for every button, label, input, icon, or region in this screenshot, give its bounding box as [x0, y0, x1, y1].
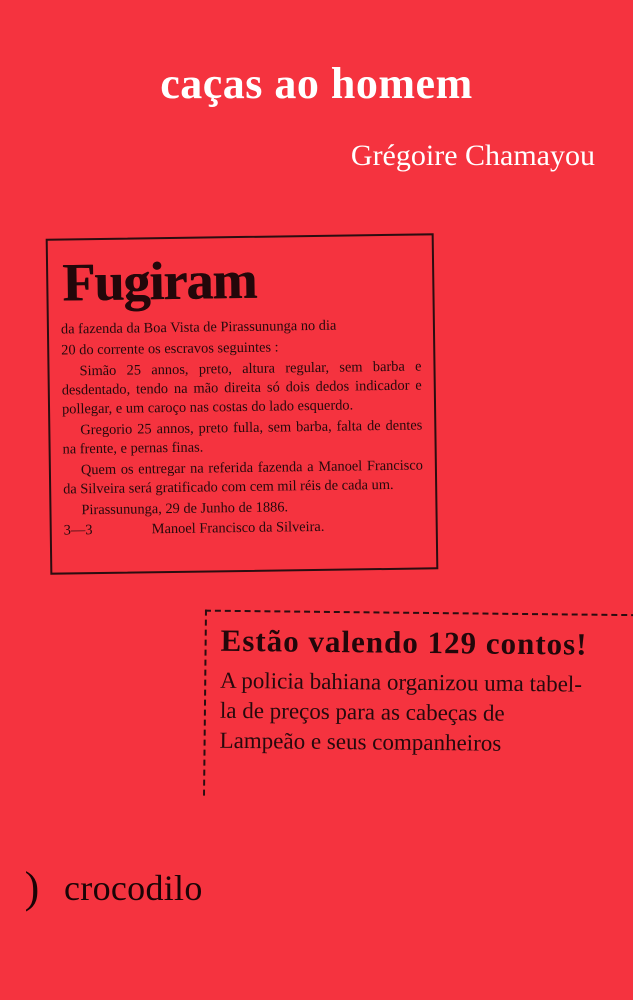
- clipping-signature: [64, 518, 424, 540]
- clipping-line: Lampeão e seus companheiros: [219, 727, 502, 756]
- clipping-line: Quem os entregar na referida fazenda a Manoel Francisco da Silveira será gratificado com cem mil réis de cada um.: [63, 457, 423, 498]
- crocodile-bracket-icon: ): [24, 863, 40, 912]
- clipping-headline: Fugiram: [61, 249, 257, 313]
- clipping-body: [219, 666, 633, 760]
- clipping-body: [61, 316, 424, 521]
- clipping-fade-overlay: [205, 770, 633, 801]
- newspaper-clipping-fugiram: [46, 233, 439, 574]
- book-title: caças ao homem: [160, 59, 473, 108]
- clipping-signature-name: Manoel Francisco da Silveira.: [151, 519, 325, 538]
- clipping-line: la de preços para as cabeças de: [219, 697, 505, 726]
- publisher-imprint: [0, 858, 633, 918]
- book-author: Grégoire Chamayou: [350, 139, 595, 172]
- clipping-line: Pirassununga, 29 de Junho de 1886.: [81, 499, 289, 519]
- clipping-line: A policia bahiana organizou uma tabel-: [220, 667, 583, 697]
- clipping-line: Gregorio 25 annos, preto fulla, sem barba, falta de dentes na frente, e pernas finas.: [62, 417, 423, 458]
- clipping-line: 20 do corrente os escravos seguintes :: [61, 339, 279, 359]
- publisher-name: crocodilo: [64, 868, 203, 908]
- clipping-line: da fazenda da Boa Vista de Pirassununga no dia: [60, 317, 337, 338]
- clipping-headline: Estão valendo 129 contos!: [220, 622, 588, 662]
- clipping-signature-code: 3—3: [63, 522, 93, 539]
- newspaper-clipping-lampeao: [203, 610, 633, 801]
- clipping-line: Simão 25 annos, preto, altura regular, sem barba e desdentado, tendo na mão direita só dois dedos indicador e pollegar, e um caroço nas costas do lado esquerdo.: [61, 358, 422, 418]
